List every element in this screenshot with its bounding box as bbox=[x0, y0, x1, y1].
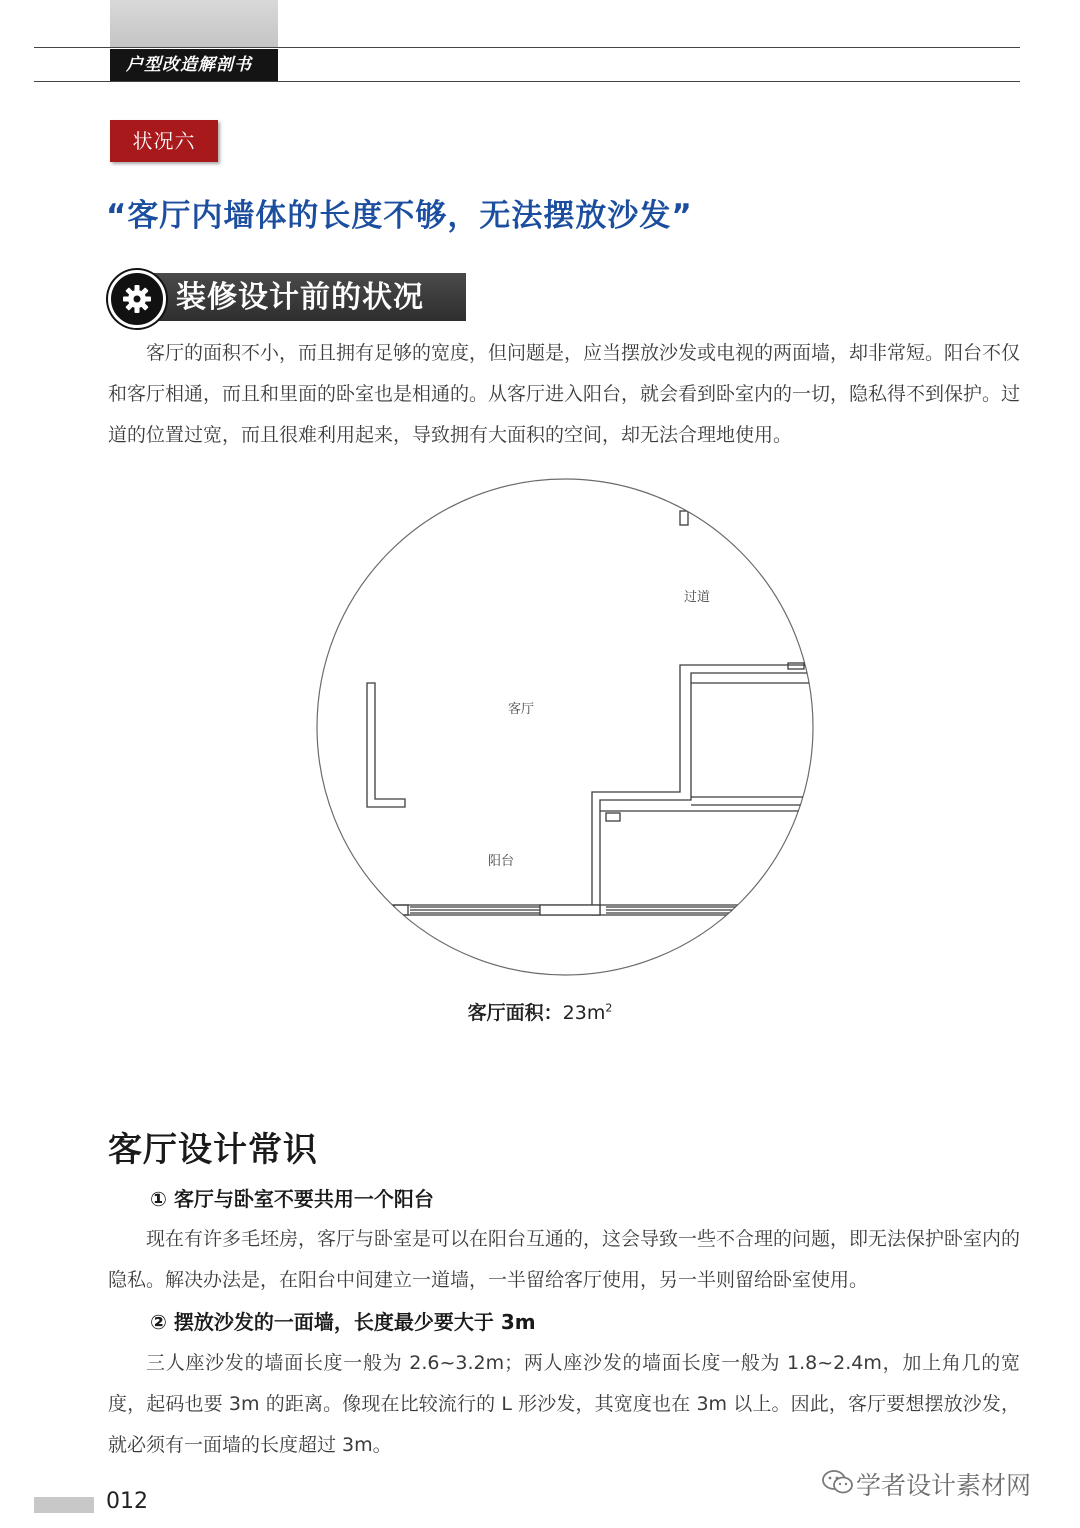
floor-plan bbox=[310, 475, 820, 985]
plan-label-corridor: 过道 bbox=[684, 590, 711, 605]
wechat-icon bbox=[822, 1469, 854, 1495]
section-title: 装修设计前的状况 bbox=[176, 280, 424, 315]
plan-label-living-room: 客厅 bbox=[508, 702, 535, 717]
knowledge-title: 客厅设计常识 bbox=[108, 1130, 318, 1170]
area-value: 23m bbox=[562, 1002, 606, 1024]
page-number: 012 bbox=[106, 1489, 148, 1514]
watermark-text: 学者设计素材网 bbox=[856, 1471, 1032, 1500]
footer-gray-bar bbox=[34, 1497, 94, 1513]
case-badge: 状况六 bbox=[110, 120, 218, 162]
header-gray-block bbox=[110, 0, 278, 48]
knowledge-point-2-heading: ② 摆放沙发的一面墙，长度最少要大于 3m bbox=[150, 1310, 536, 1334]
knowledge-point-2-body: 三人座沙发的墙面长度一般为 2.6~3.2m；两人座沙发的墙面长度一般为 1.8~2.4m，加上角几的宽度，起码也要 3m 的距离。像现在比较流行的 L 形沙发，其宽度也在 3m 以上。因此，客厅要想摆放沙发，就必须有一面墙的长度超过 3m。 bbox=[108, 1352, 1020, 1456]
area-caption bbox=[0, 998, 1080, 1025]
plan-label-balcony: 阳台 bbox=[488, 854, 515, 869]
section-header bbox=[106, 270, 466, 326]
book-title-tag: 户型改造解剖书 bbox=[110, 49, 278, 81]
section-icon-badge bbox=[108, 270, 166, 328]
header-rule-top bbox=[34, 47, 1020, 48]
gear-icon bbox=[122, 284, 152, 314]
header-rule-bottom bbox=[34, 81, 1020, 82]
watermark bbox=[822, 1463, 1062, 1503]
knowledge-point-1-heading: ① 客厅与卧室不要共用一个阳台 bbox=[150, 1187, 434, 1211]
intro-paragraph: 客厅的面积不小，而且拥有足够的宽度，但问题是，应当摆放沙发或电视的两面墙，却非常短。阳台不仅和客厅相通，而且和里面的卧室也是相通的。从客厅进入阳台，就会看到卧室内的一切，隐私得不到保护。过道的位置过宽，而且很难利用起来，导致拥有大面积的空间，却无法合理地使用。 bbox=[108, 342, 1021, 446]
area-label: 客厅面积： bbox=[467, 1002, 563, 1024]
plan-circle-outline bbox=[317, 479, 813, 975]
area-unit-superscript: 2 bbox=[605, 1001, 613, 1015]
knowledge-point-1-body: 现在有许多毛坯房，客厅与卧室是可以在阳台互通的，这会导致一些不合理的问题，即无法保护卧室内的隐私。解决办法是，在阳台中间建立一道墙，一半留给客厅使用，另一半则留给卧室使用。 bbox=[108, 1228, 1021, 1291]
case-headline: “客厅内墙体的长度不够，无法摆放沙发” bbox=[106, 198, 693, 234]
